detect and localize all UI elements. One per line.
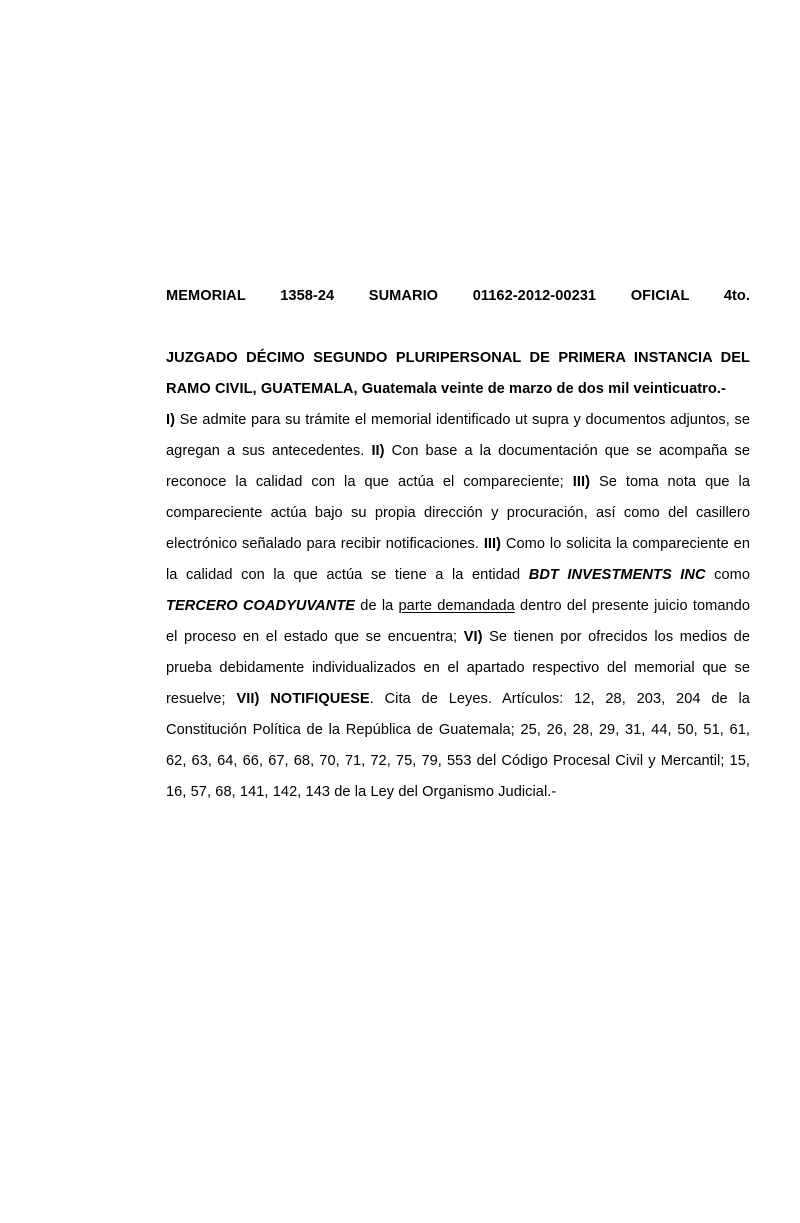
clause-text-2: Con base a la documentación que se acompaña se reconoce la calidad con la que actúa el compareciente; bbox=[166, 443, 750, 490]
memorial-reference-line bbox=[166, 281, 750, 343]
clause-text-7: dentro del presente juicio tomando el proceso en el estado que se encuentra; bbox=[166, 598, 750, 645]
court-header-paragraph bbox=[166, 343, 750, 405]
clause-text-3: Se toma nota que la compareciente actúa bajo su propia dirección y procuración, así como del casillero electrónico señalado para recibir notificaciones. bbox=[166, 474, 750, 552]
clause-text-5: como bbox=[705, 567, 750, 583]
entity-name-emphasis: BDT INVESTMENTS INC bbox=[528, 567, 706, 583]
legal-role-emphasis: TERCERO COADYUVANTE bbox=[166, 598, 356, 614]
underlined-party-reference: parte demandada bbox=[398, 598, 515, 614]
clause-numeral-4: III) bbox=[483, 536, 502, 552]
clause-text-4: Como lo solicita la compareciente en la calidad con la que actúa se tiene a la entidad bbox=[166, 536, 750, 583]
resolution-body-paragraph bbox=[166, 405, 750, 808]
clause-text-6: de la bbox=[355, 598, 399, 614]
clause-numeral-3: III) bbox=[572, 474, 590, 490]
clause-numeral-2: II) bbox=[371, 443, 385, 459]
clause-text-1: Se admite para su trámite el memorial identificado ut supra y documentos adjuntos, se agregan a sus antecedentes. bbox=[166, 412, 750, 459]
clause-text-8: Se tienen por ofrecidos los medios de prueba debidamente individualizados en el apartado respectivo del memorial que se resuelve; bbox=[166, 629, 750, 707]
clause-numeral-1: I) bbox=[166, 412, 176, 428]
document-text-block bbox=[166, 281, 750, 808]
legal-citations-text: . Cita de Leyes. Artículos: 12, 28, 203, 204 de la Constitución Política de la República de Guatemala; 25, 26, 28, 29, 31, 44, 50, 51, 61, 62, 63, 64, 66, 67, 68, 70, 71, 72, 75, 79, 553 del Código Procesal Civil y Mercantil; 15, 16, 57, 68, 141, 142, 143 de la Ley del Organismo Judicial.- bbox=[166, 691, 750, 800]
clause-numeral-5: VI) bbox=[463, 629, 483, 645]
court-header-text: JUZGADO DÉCIMO SEGUNDO PLURIPERSONAL DE PRIMERA INSTANCIA DEL RAMO CIVIL, GUATEMALA, Guatemala veinte de marzo de dos mil veinticuatro.- bbox=[166, 350, 750, 397]
memorial-reference-text: MEMORIAL 1358-24 SUMARIO 01162-2012-00231 OFICIAL 4to. bbox=[166, 288, 750, 304]
clause-numeral-6-notifiquese: VII) NOTIFIQUESE bbox=[236, 691, 370, 707]
